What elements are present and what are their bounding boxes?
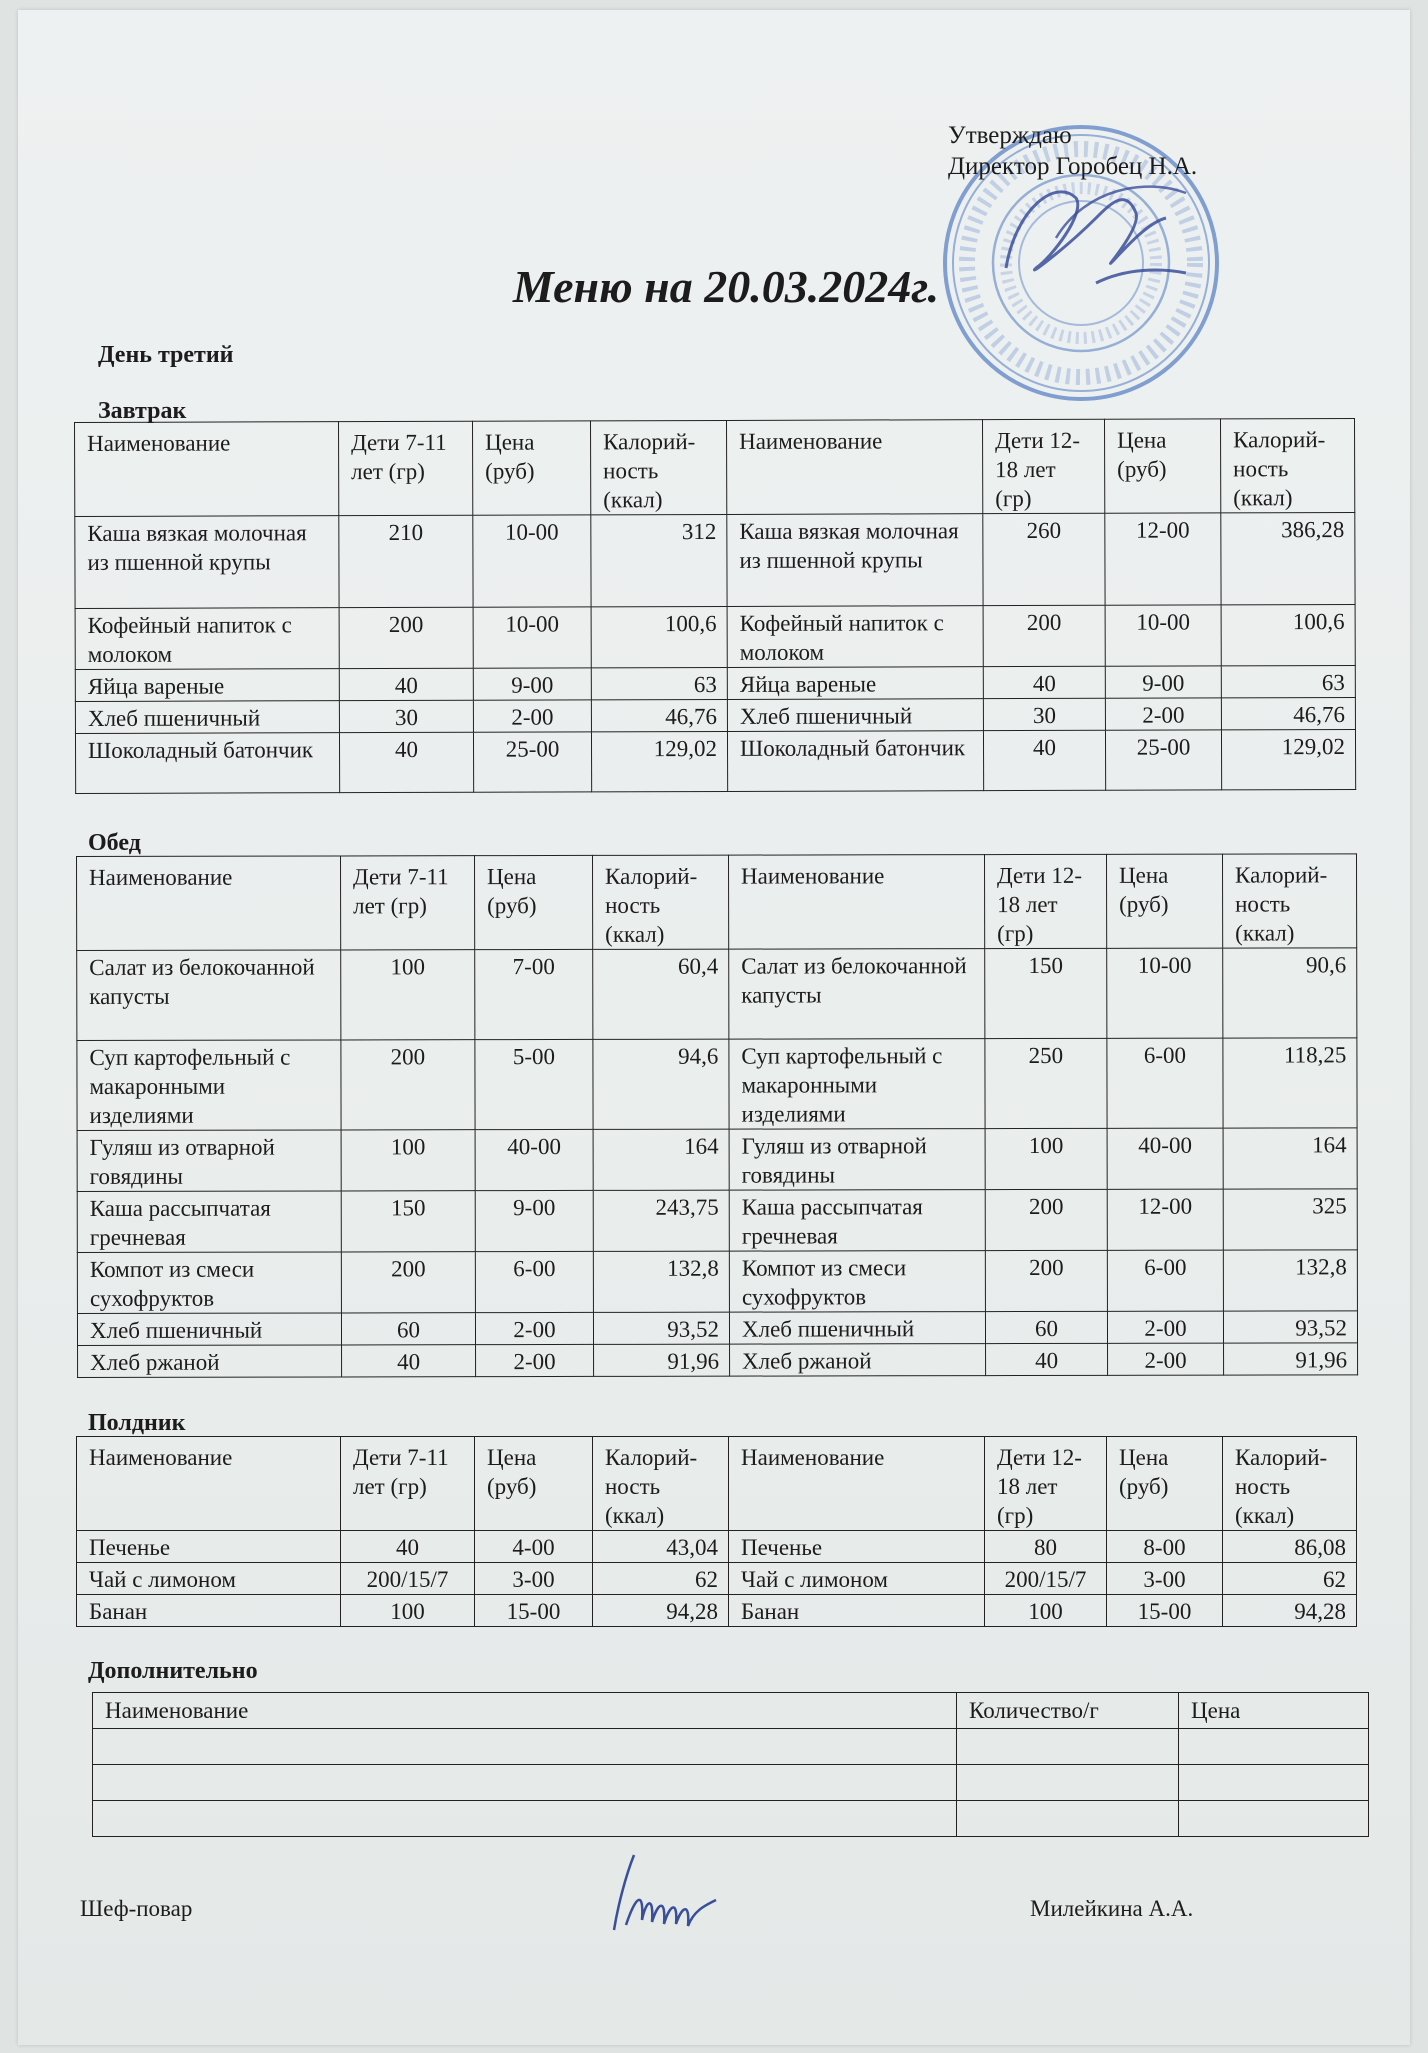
value-cell: 6-00 xyxy=(1107,1250,1223,1311)
dish-name-cell: Банан xyxy=(729,1595,985,1627)
value-cell: 60 xyxy=(985,1311,1107,1343)
extra-cell xyxy=(957,1729,1179,1765)
value-cell: 25-00 xyxy=(473,732,591,792)
column-header: Калорий-ность (ккал) xyxy=(592,855,728,949)
value-cell: 100,6 xyxy=(1221,604,1355,665)
dish-name-cell: Каша рассыпчатая гречневая xyxy=(77,1191,341,1253)
value-cell: 62 xyxy=(1223,1563,1357,1595)
dish-name-cell: Яйца вареные xyxy=(75,669,339,702)
table-row xyxy=(77,1531,1357,1563)
column-header: Цена (руб) xyxy=(472,421,590,515)
value-cell: 43,04 xyxy=(593,1531,729,1563)
column-header: Цена (руб) xyxy=(475,1437,593,1531)
dish-name-cell: Банан xyxy=(77,1595,341,1627)
table-row xyxy=(75,604,1355,669)
dish-name-cell: Гуляш из отварной говядины xyxy=(729,1129,985,1191)
dish-name-cell: Шоколадный батончик xyxy=(727,731,983,792)
column-header: Калорий-ность (ккал) xyxy=(590,420,726,514)
value-cell: 94,28 xyxy=(593,1595,729,1627)
value-cell: 200 xyxy=(983,605,1105,666)
chef-signature-icon xyxy=(596,1850,726,1942)
value-cell: 150 xyxy=(341,1191,475,1252)
value-cell: 12-00 xyxy=(1105,513,1221,605)
value-cell: 93,52 xyxy=(593,1312,729,1344)
column-header: Калорий-ность (ккал) xyxy=(1220,418,1354,512)
value-cell: 132,8 xyxy=(1223,1250,1357,1311)
table-row xyxy=(77,1250,1357,1314)
extra-cell xyxy=(1179,1801,1369,1837)
value-cell: 129,02 xyxy=(591,731,727,791)
dish-name-cell: Хлеб пшеничный xyxy=(75,701,339,734)
column-header: Наименование xyxy=(728,855,984,950)
value-cell: 93,52 xyxy=(1223,1311,1357,1343)
value-cell: 100 xyxy=(341,1595,475,1627)
column-header: Наименование xyxy=(729,1437,985,1531)
snack-table xyxy=(76,1436,1357,1627)
extra-cell xyxy=(1179,1729,1369,1765)
dish-name-cell: Шоколадный батончик xyxy=(75,733,339,794)
dish-name-cell: Хлеб ржаной xyxy=(78,1345,342,1378)
extra-table xyxy=(92,1692,1369,1837)
value-cell: 200 xyxy=(341,1040,475,1130)
value-cell: 10-00 xyxy=(473,515,591,607)
dish-name-cell: Гуляш из отварной говядины xyxy=(77,1130,341,1192)
table-row xyxy=(75,512,1355,608)
value-cell: 260 xyxy=(983,513,1105,605)
value-cell: 150 xyxy=(985,948,1107,1038)
dish-name-cell: Хлеб ржаной xyxy=(730,1344,986,1377)
column-header: Цена (руб) xyxy=(1104,419,1220,513)
value-cell: 40 xyxy=(983,666,1105,698)
value-cell: 250 xyxy=(985,1038,1107,1128)
value-cell: 2-00 xyxy=(1107,1311,1223,1343)
extra-cell xyxy=(93,1801,957,1837)
column-header: Дети 7-11 лет (гр) xyxy=(341,856,475,950)
value-cell: 2-00 xyxy=(475,1312,593,1344)
value-cell: 325 xyxy=(1223,1189,1357,1250)
value-cell: 6-00 xyxy=(1107,1038,1223,1128)
extra-header-row xyxy=(93,1693,1369,1729)
dish-name-cell: Яйца вареные xyxy=(727,667,983,700)
table-row xyxy=(78,1343,1358,1378)
extra-header-qty: Количество/г xyxy=(957,1693,1179,1729)
dish-name-cell: Суп картофельный с макаронными изделиями xyxy=(77,1040,341,1131)
dish-name-cell: Салат из белокочанной капусты xyxy=(729,949,985,1040)
column-header: Наименование xyxy=(77,856,341,951)
value-cell: 90,6 xyxy=(1223,948,1357,1038)
page-title xyxy=(18,260,1410,313)
section-title-snack: Полдник xyxy=(88,1410,186,1436)
page-title-text: Меню на 20.03.2024г. xyxy=(512,261,940,312)
extra-empty-row xyxy=(93,1801,1369,1837)
value-cell: 94,6 xyxy=(593,1039,729,1129)
column-header: Дети 12-18 лет (гр) xyxy=(982,419,1104,513)
column-header: Дети 12-18 лет (гр) xyxy=(984,854,1106,948)
value-cell: 40-00 xyxy=(1107,1128,1223,1189)
value-cell: 132,8 xyxy=(593,1251,729,1312)
value-cell: 25-00 xyxy=(1105,730,1221,790)
dish-name-cell: Каша вязкая молочная из пшенной крупы xyxy=(75,516,339,609)
extra-empty-row xyxy=(93,1765,1369,1801)
table-row xyxy=(77,1595,1357,1627)
value-cell: 200 xyxy=(985,1189,1107,1250)
table-row xyxy=(77,1128,1357,1192)
value-cell: 164 xyxy=(1223,1128,1357,1189)
value-cell: 100 xyxy=(341,1130,475,1191)
section-title-lunch: Обед xyxy=(88,830,141,856)
value-cell: 5-00 xyxy=(475,1039,593,1129)
table-row xyxy=(77,948,1357,1041)
section-title-extra: Дополнительно xyxy=(88,1658,258,1684)
extra-cell xyxy=(93,1765,957,1801)
dish-name-cell: Кофейный напиток с молоком xyxy=(75,608,339,670)
value-cell: 62 xyxy=(593,1563,729,1595)
value-cell: 118,25 xyxy=(1223,1038,1357,1128)
value-cell: 46,76 xyxy=(1221,697,1355,729)
dish-name-cell: Печенье xyxy=(77,1531,341,1563)
value-cell: 40 xyxy=(341,1531,475,1563)
director-line: Директор Горобец Н.А. xyxy=(948,153,1198,180)
extra-cell xyxy=(957,1801,1179,1837)
document-sheet xyxy=(18,10,1410,2045)
column-header: Наименование xyxy=(726,420,982,515)
value-cell: 2-00 xyxy=(473,700,591,732)
value-cell: 15-00 xyxy=(1107,1595,1223,1627)
value-cell: 100 xyxy=(341,950,475,1040)
table-row xyxy=(75,665,1355,701)
column-header: Дети 7-11 лет (гр) xyxy=(341,1437,475,1531)
value-cell: 312 xyxy=(591,514,727,606)
value-cell: 9-00 xyxy=(475,1190,593,1251)
value-cell: 46,76 xyxy=(591,699,727,731)
value-cell: 60 xyxy=(341,1313,475,1345)
dish-name-cell: Компот из смеси сухофруктов xyxy=(77,1252,341,1314)
value-cell: 12-00 xyxy=(1107,1189,1223,1250)
value-cell: 164 xyxy=(593,1129,729,1190)
value-cell: 210 xyxy=(339,515,473,607)
value-cell: 100 xyxy=(985,1595,1107,1627)
breakfast-table xyxy=(74,418,1356,794)
column-header: Цена (руб) xyxy=(1106,854,1222,948)
table-header-row xyxy=(77,1437,1357,1531)
table-header-row xyxy=(75,418,1355,516)
column-header: Наименование xyxy=(77,1437,341,1531)
value-cell: 63 xyxy=(1221,665,1355,697)
value-cell: 91,96 xyxy=(594,1344,730,1376)
value-cell: 40 xyxy=(986,1343,1108,1375)
table-row xyxy=(75,697,1355,733)
dish-name-cell: Чай с лимоном xyxy=(729,1563,985,1595)
value-cell: 60,4 xyxy=(593,949,729,1039)
value-cell: 8-00 xyxy=(1107,1531,1223,1563)
dish-name-cell: Суп картофельный с макаронными изделиями xyxy=(729,1039,985,1130)
value-cell: 40 xyxy=(342,1345,476,1377)
value-cell: 100 xyxy=(985,1128,1107,1189)
value-cell: 40 xyxy=(339,668,473,700)
dish-name-cell: Салат из белокочанной капусты xyxy=(77,950,341,1041)
value-cell: 200 xyxy=(985,1250,1107,1311)
value-cell: 9-00 xyxy=(1105,666,1221,698)
value-cell: 2-00 xyxy=(1108,1343,1224,1375)
value-cell: 63 xyxy=(591,667,727,699)
column-header: Наименование xyxy=(75,422,339,517)
value-cell: 40 xyxy=(983,730,1105,790)
dish-name-cell: Печенье xyxy=(729,1531,985,1563)
value-cell: 4-00 xyxy=(475,1531,593,1563)
table-row xyxy=(77,1563,1357,1595)
table-row xyxy=(75,729,1355,793)
value-cell: 200/15/7 xyxy=(341,1563,475,1595)
column-header: Цена (руб) xyxy=(1107,1437,1223,1531)
extra-cell xyxy=(1179,1765,1369,1801)
value-cell: 94,28 xyxy=(1223,1595,1357,1627)
value-cell: 10-00 xyxy=(1107,948,1223,1038)
value-cell: 30 xyxy=(983,698,1105,730)
column-header: Дети 12-18 лет (гр) xyxy=(985,1437,1107,1531)
value-cell: 91,96 xyxy=(1224,1343,1358,1375)
value-cell: 386,28 xyxy=(1221,512,1355,604)
dish-name-cell: Кофейный напиток с молоком xyxy=(727,606,983,668)
value-cell: 129,02 xyxy=(1221,729,1355,789)
value-cell: 2-00 xyxy=(1105,698,1221,730)
value-cell: 2-00 xyxy=(476,1344,594,1376)
column-header: Калорий-ность (ккал) xyxy=(1223,1437,1357,1531)
dish-name-cell: Хлеб пшеничный xyxy=(729,1312,985,1345)
column-header: Дети 7-11 лет (гр) xyxy=(339,421,473,515)
value-cell: 3-00 xyxy=(475,1563,593,1595)
day-label: День третий xyxy=(98,342,234,368)
value-cell: 3-00 xyxy=(1107,1563,1223,1595)
table-row xyxy=(77,1038,1357,1131)
table-row xyxy=(77,1189,1357,1253)
dish-name-cell: Каша рассыпчатая гречневая xyxy=(729,1190,985,1252)
value-cell: 40 xyxy=(339,732,473,792)
value-cell: 200/15/7 xyxy=(985,1563,1107,1595)
dish-name-cell: Компот из смеси сухофруктов xyxy=(729,1251,985,1313)
dish-name-cell: Каша вязкая молочная из пшенной крупы xyxy=(727,514,983,607)
chef-label: Шеф-повар xyxy=(80,1896,193,1921)
column-header: Калорий-ность (ккал) xyxy=(593,1437,729,1531)
extra-cell xyxy=(93,1729,957,1765)
value-cell: 200 xyxy=(339,607,473,668)
section-title-breakfast: Завтрак xyxy=(98,398,187,424)
value-cell: 6-00 xyxy=(475,1251,593,1312)
dish-name-cell: Хлеб пшеничный xyxy=(77,1313,341,1346)
extra-cell xyxy=(957,1765,1179,1801)
value-cell: 15-00 xyxy=(475,1595,593,1627)
value-cell: 10-00 xyxy=(1105,605,1221,666)
value-cell: 100,6 xyxy=(591,606,727,667)
dish-name-cell: Хлеб пшеничный xyxy=(727,699,983,732)
column-header: Цена (руб) xyxy=(475,855,593,949)
table-row xyxy=(77,1311,1357,1346)
value-cell: 80 xyxy=(985,1531,1107,1563)
lunch-table xyxy=(76,853,1358,1378)
value-cell: 40-00 xyxy=(475,1129,593,1190)
value-cell: 30 xyxy=(339,700,473,732)
value-cell: 9-00 xyxy=(473,668,591,700)
extra-empty-row xyxy=(93,1729,1369,1765)
column-header: Калорий-ность (ккал) xyxy=(1222,854,1356,948)
table-header-row xyxy=(77,854,1357,951)
approval-line: Утверждаю xyxy=(948,122,1072,149)
extra-header-name: Наименование xyxy=(93,1693,957,1729)
value-cell: 10-00 xyxy=(473,607,591,668)
chef-name: Милейкина А.А. xyxy=(1030,1896,1194,1921)
value-cell: 86,08 xyxy=(1223,1531,1357,1563)
value-cell: 243,75 xyxy=(593,1190,729,1251)
approval-block xyxy=(948,120,1197,182)
dish-name-cell: Чай с лимоном xyxy=(77,1563,341,1595)
value-cell: 200 xyxy=(341,1252,475,1313)
value-cell: 7-00 xyxy=(475,949,593,1039)
extra-header-price: Цена xyxy=(1179,1693,1369,1729)
